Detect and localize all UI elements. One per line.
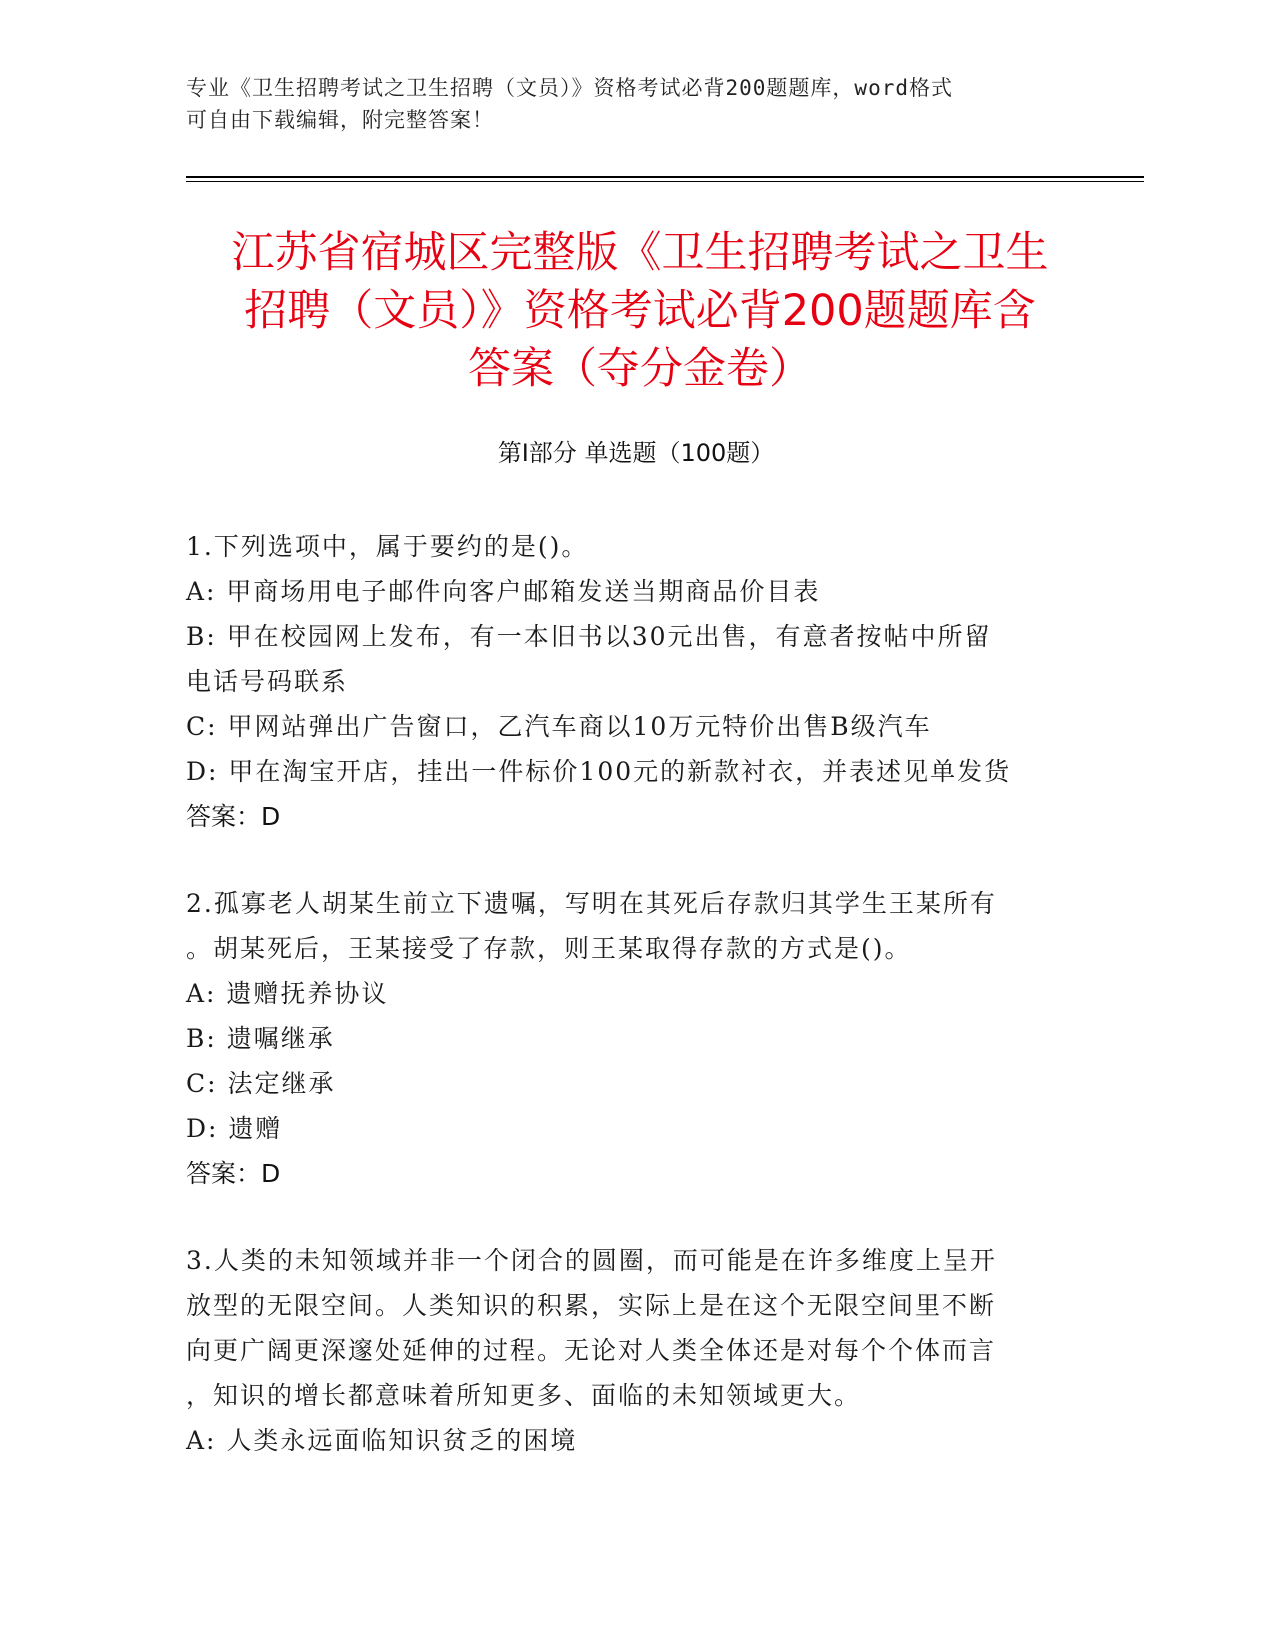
question-stem-cont: 。胡某死后，王某接受了存款，则王某取得存款的方式是()。	[186, 934, 912, 963]
header-note-line: 专业《卫生招聘考试之卫生招聘（文员）》资格考试必背200题题库，word格式	[186, 76, 953, 100]
option-c: C: 法定继承	[186, 1069, 336, 1098]
option-b-cont: 电话号码联系	[186, 667, 349, 696]
question-2	[186, 881, 1066, 1196]
answer: 答案：D	[186, 802, 281, 831]
question-stem-cont: 放型的无限空间。人类知识的积累，实际上是在这个无限空间里不断	[186, 1291, 997, 1320]
document-title	[190, 224, 1090, 398]
option-c: C: 甲网站弹出广告窗口，乙汽车商以10万元特价出售B级汽车	[186, 712, 932, 741]
header-note-line: 可自由下载编辑，附完整答案！	[186, 108, 494, 132]
header-note	[186, 72, 1066, 136]
option-a: A: 甲商场用电子邮件向客户邮箱发送当期商品价目表	[186, 577, 821, 606]
question-list	[186, 524, 1066, 1505]
option-b: B: 遗嘱继承	[186, 1024, 335, 1053]
title-line: 招聘（文员）》资格考试必背200题题库含	[244, 286, 1036, 336]
option-a: A: 遗赠抚养协议	[186, 979, 389, 1008]
header-divider	[186, 176, 1144, 178]
header-divider-thin	[186, 181, 1144, 182]
title-line: 答案（夺分金卷）	[468, 344, 812, 394]
question-stem: 2.孤寡老人胡某生前立下遗嘱，写明在其死后存款归其学生王某所有	[186, 889, 997, 918]
option-b: B: 甲在校园网上发布，有一本旧书以30元出售，有意者按帖中所留	[186, 622, 992, 651]
section-title: 第I部分 单选题（100题）	[497, 439, 775, 467]
answer: 答案：D	[186, 1159, 281, 1188]
option-a: A: 人类永远面临知识贫乏的困境	[186, 1426, 578, 1455]
question-stem-cont: 向更广阔更深邃处延伸的过程。无论对人类全体还是对每个个体而言	[186, 1336, 997, 1365]
question-stem-cont: ，知识的增长都意味着所知更多、面临的未知领域更大。	[186, 1381, 862, 1410]
question-stem: 3.人类的未知领域并非一个闭合的圆圈，而可能是在许多维度上呈开	[186, 1246, 997, 1275]
question-1	[186, 524, 1066, 839]
question-3	[186, 1238, 1066, 1463]
option-d: D: 甲在淘宝开店，挂出一件标价100元的新款衬衣，并表述见单发货	[186, 757, 1012, 786]
option-d: D: 遗赠	[186, 1114, 283, 1143]
question-stem: 1.下列选项中，属于要约的是()。	[186, 532, 589, 561]
title-line: 江苏省宿城区完整版《卫生招聘考试之卫生	[231, 228, 1049, 278]
